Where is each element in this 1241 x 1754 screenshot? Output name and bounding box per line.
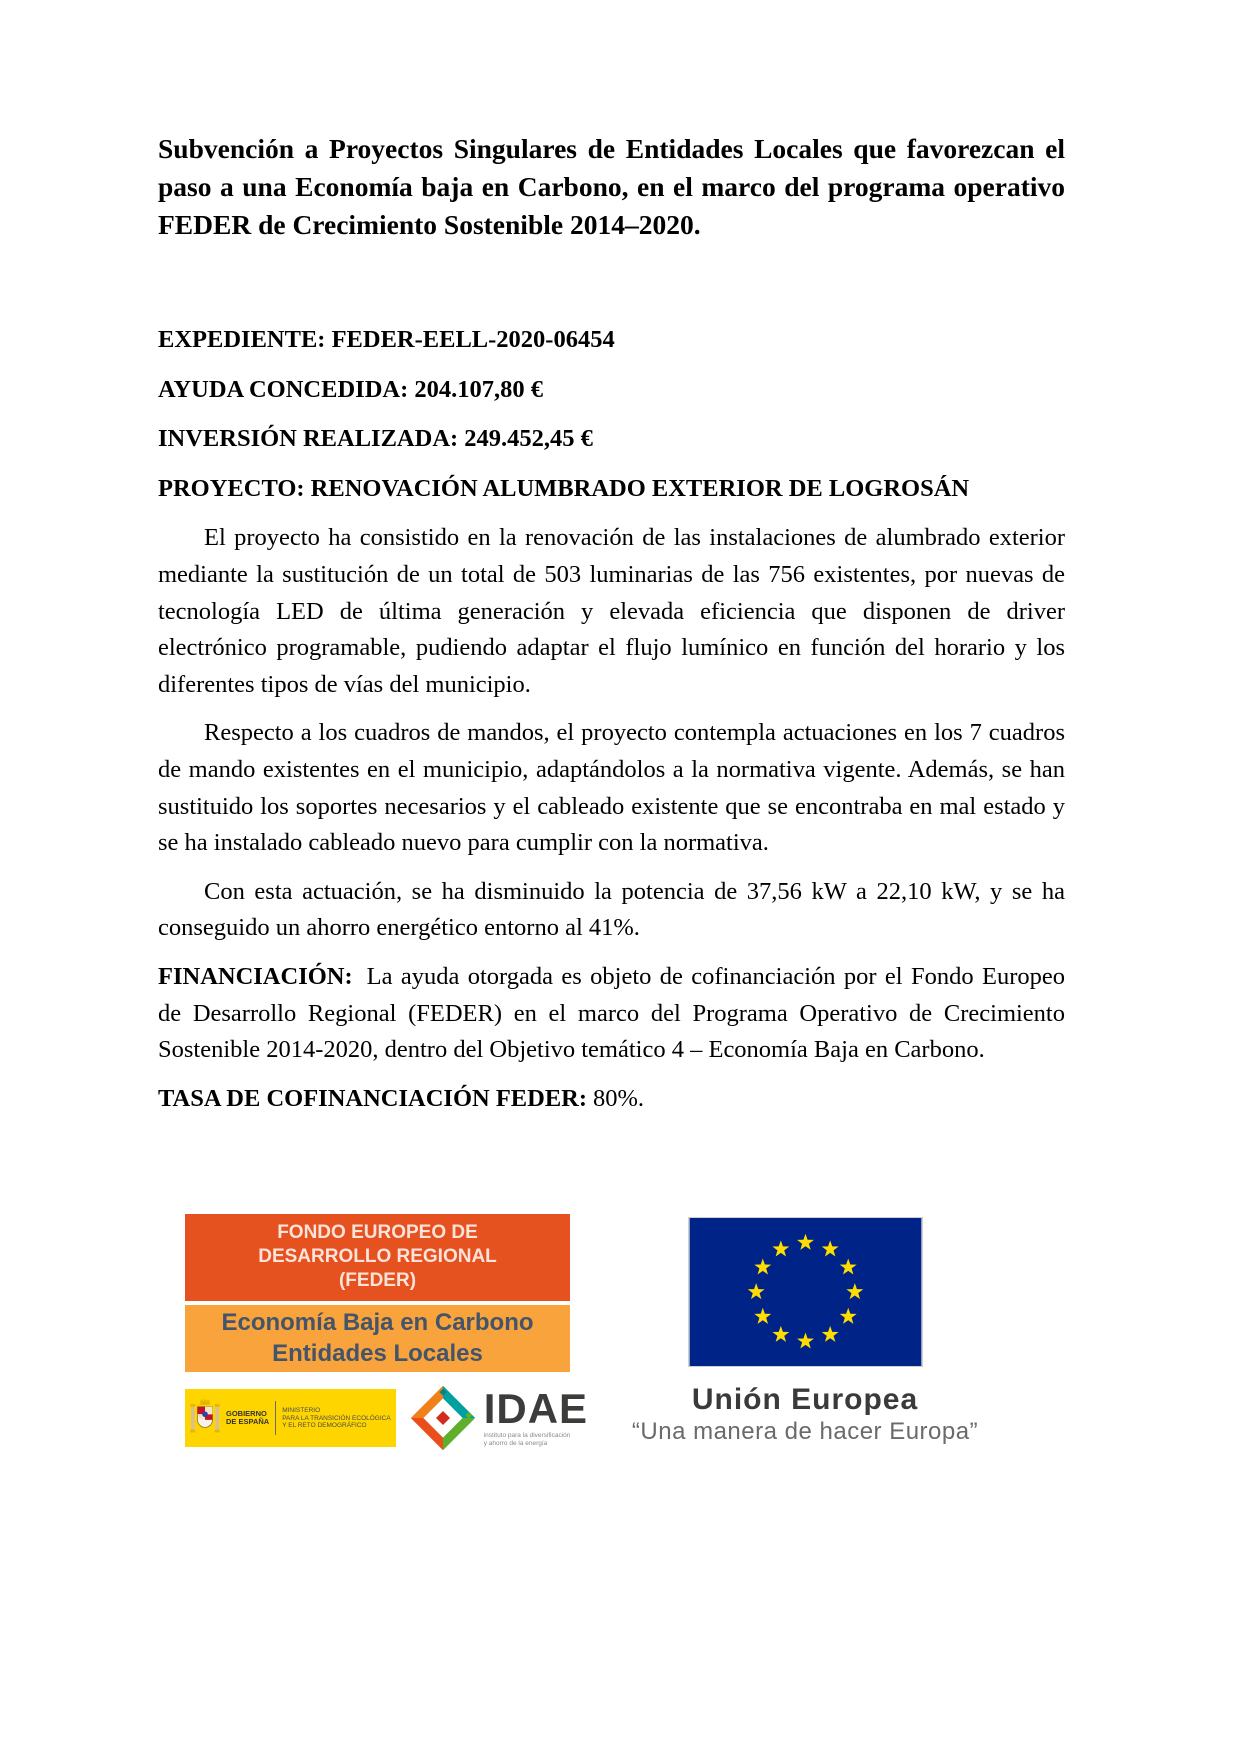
eu-flag-icon (688, 1217, 923, 1367)
spain-coat-of-arms-icon (190, 1397, 220, 1439)
paragraph-tasa-cofinanciacion (158, 1081, 1065, 1118)
eu-motto: “Una manera de hacer Europa” (631, 1418, 979, 1446)
financiacion-text: La ayuda otorgada es objeto de cofinanciación por el Fondo Europeo de Desarrollo Regional (FEDER) en el marco del Programa Operativo de Crecimiento Sostenible 2014-2020, dentro del Objetivo temático 4 – Economía Baja en Carbono. (158, 962, 1065, 1064)
proyecto-heading: PROYECTO: RENOVACIÓN ALUMBRADO EXTERIOR DE LOGROSÁN (158, 474, 970, 502)
feder-title-band (185, 1214, 570, 1301)
feder-band1-line3: (FEDER) (338, 1270, 417, 1292)
paragraph-project-description: El proyecto ha consistido en la renovación de las instalaciones de alumbrado exterior mediante la sustitución de un total de 503 luminarias de las 756 existentes, por nuevas de tecnología LED de última generación y elevada eficiencia que disponen de driver electrónico programable, pudiendo adaptar el flujo lumínico en función del horario y los diferentes tipos de vías del municipio. (158, 524, 1065, 698)
economia-baja-carbono-band (185, 1305, 570, 1372)
feder-logo (185, 1214, 589, 1454)
ayuda-concedida-heading: AYUDA CONCEDIDA: 204.107,80 € (158, 375, 543, 403)
paragraph-financiacion (158, 959, 1065, 1069)
eu-name: Unión Europea (691, 1383, 919, 1417)
expediente-heading: EXPEDIENTE: FEDER-EELL-2020-06454 (158, 326, 615, 353)
eu-logo (600, 1214, 1010, 1446)
idae-wordmark (483, 1385, 589, 1447)
ministerio-label: MINISTERIO PARA LA TRANSICIÓN ECOLÓGICA Y EL RETO DEMOGRÁFICO (282, 1407, 391, 1430)
paragraph-control-panels: Respecto a los cuadros de mandos, el proyecto contempla actuaciones en los 7 cuadros de mando existentes en el municipio, adaptándolos a la normativa vigente. Además, se han sustituido los soportes necesarios y el cableado existente que se encontraba en mal estado y se ha instalado cableado nuevo para cumplir con la normativa. (158, 719, 1065, 857)
idae-logo-icon (408, 1383, 478, 1453)
government-idae-strip (185, 1382, 589, 1454)
gobierno-espana-badge (185, 1389, 396, 1447)
idae-caption: instituto para la diversificación y ahorro de la energía (483, 1432, 571, 1447)
feder-band2-line2: Entidades Locales (272, 1340, 483, 1368)
feder-band2-line1: Economía Baja en Carbono (221, 1309, 534, 1337)
gobierno-espana-label: GOBIERNO DE ESPAÑA (226, 1408, 270, 1427)
idae-logo (408, 1383, 588, 1453)
idae-word: IDAE (483, 1385, 589, 1433)
paragraph-power-savings: Con esta actuación, se ha disminuido la potencia de 37,56 kW a 22,10 kW, y se ha conseguido un ahorro energético entorno al 41%. (158, 877, 1065, 942)
badge-divider (275, 1401, 276, 1435)
tasa-value: 80%. (593, 1084, 645, 1112)
funding-logos-row (185, 1214, 1065, 1454)
tasa-label: TASA DE COFINANCIACIÓN FEDER: (158, 1084, 588, 1112)
feder-band1-line1: FONDO EUROPEO DE (277, 1222, 478, 1244)
inversion-realizada-heading: INVERSIÓN REALIZADA: 249.452,45 € (158, 425, 593, 453)
document-title: Subvención a Proyectos Singulares de Entidades Locales que favorezcan el paso a una Economía baja en Carbono, en el marco del programa operativo FEDER de Crecimiento Sostenible 2014–2020. (158, 133, 1065, 240)
financiacion-label: FINANCIACIÓN: (158, 962, 353, 990)
feder-band1-line2: DESARROLLO REGIONAL (258, 1246, 497, 1268)
